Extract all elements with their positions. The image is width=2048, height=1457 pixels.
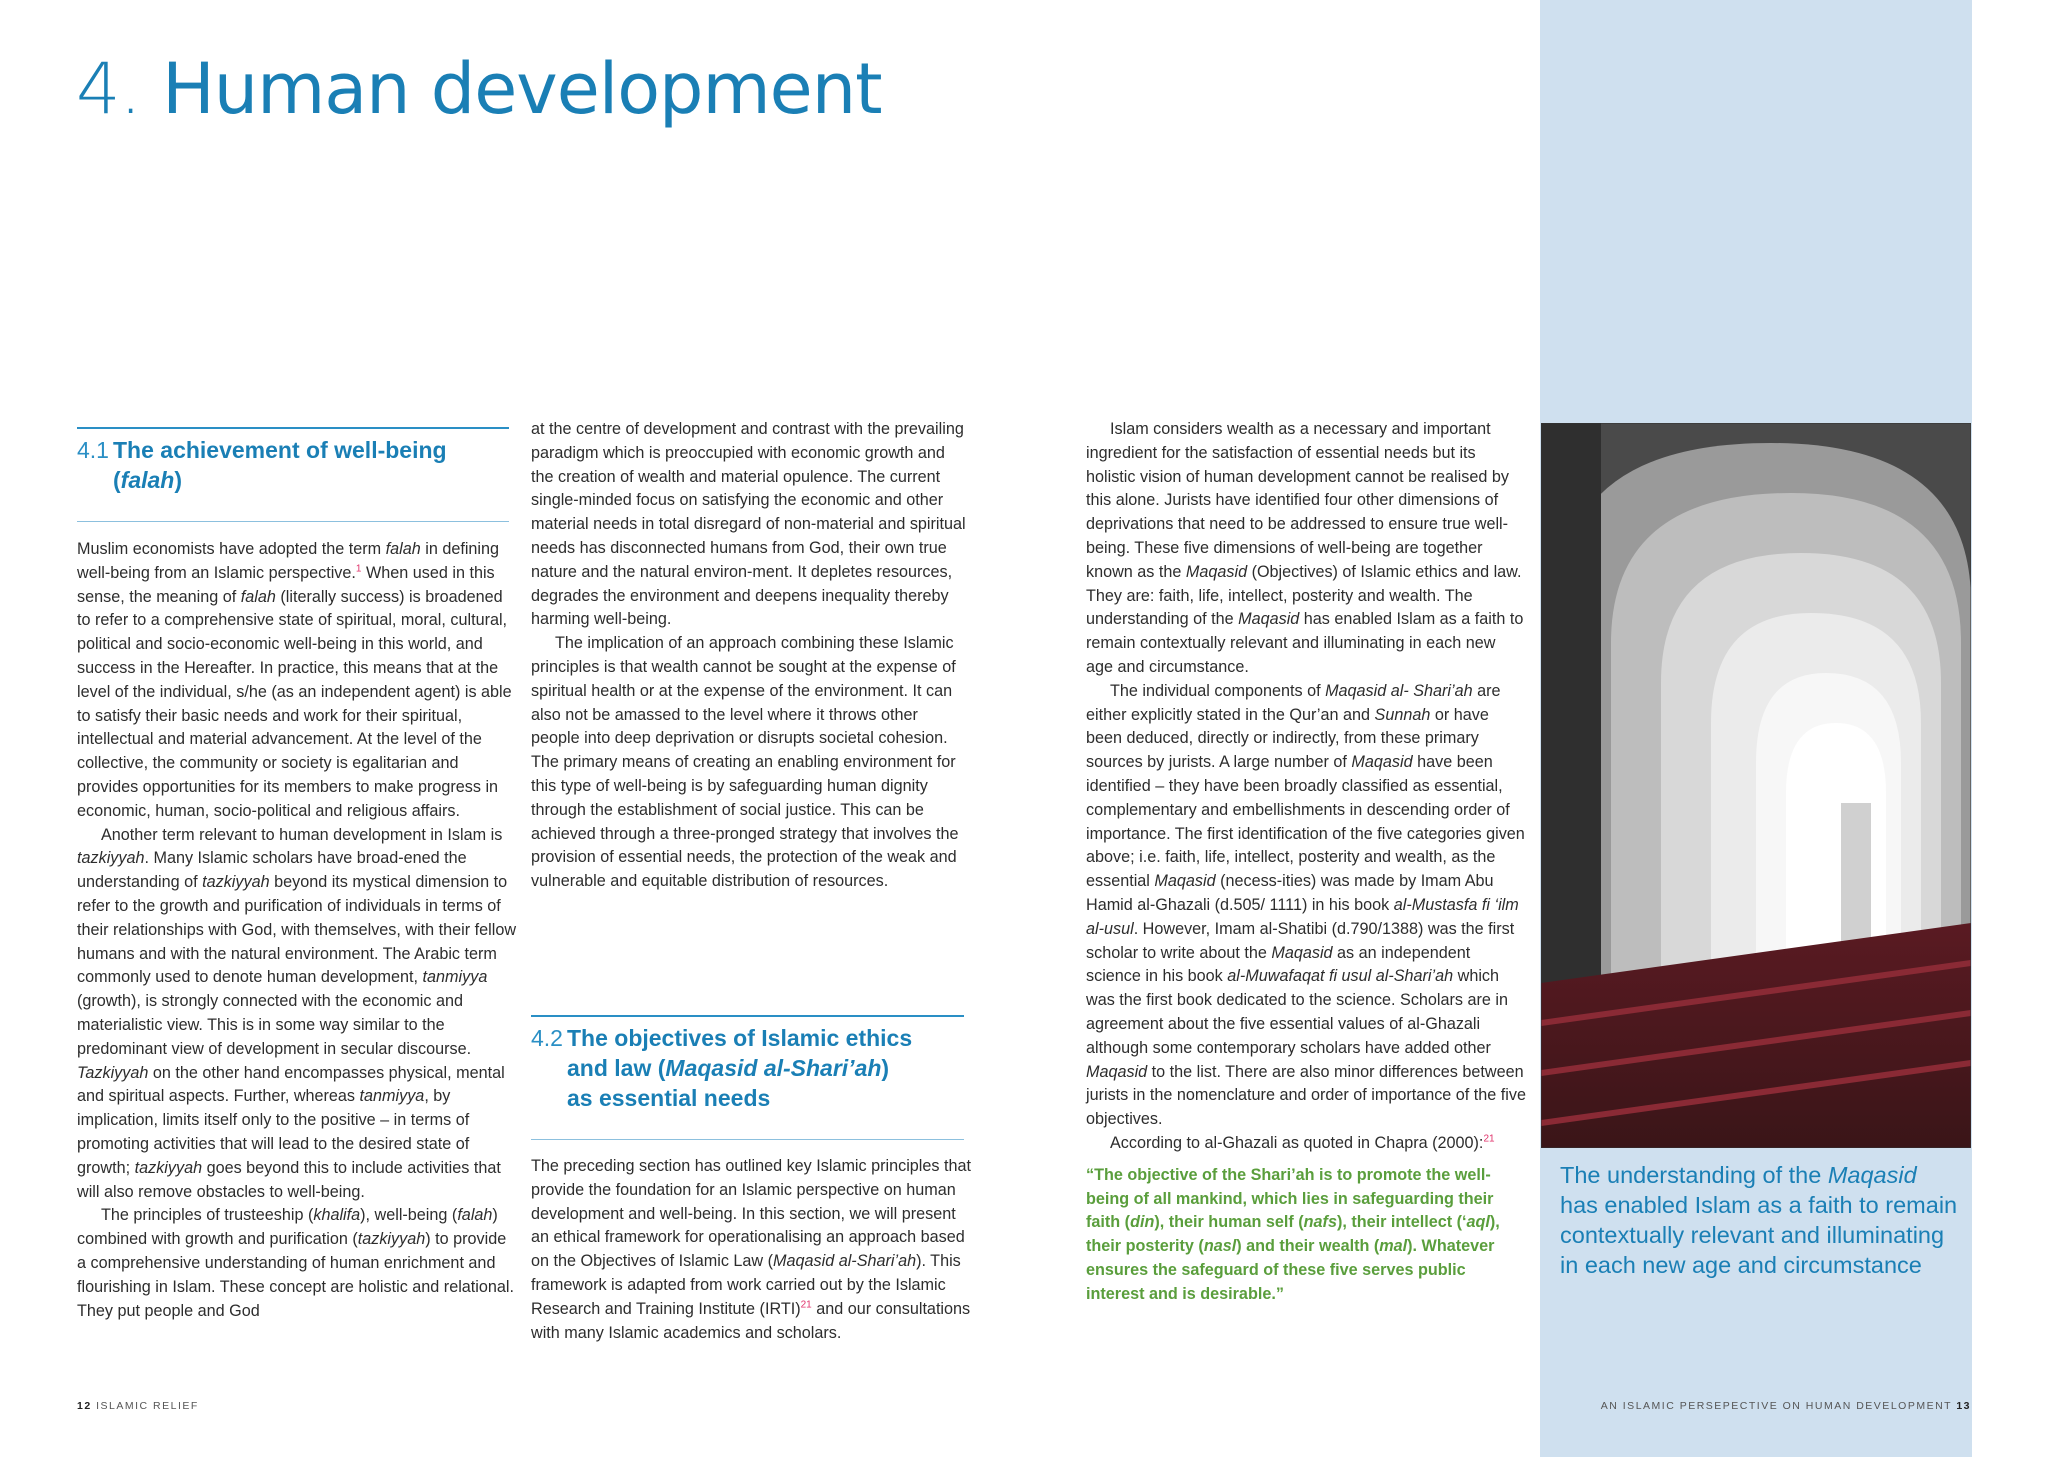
section-heading-4-1 [77, 427, 509, 522]
paragraph: The principles of trusteeship (khalifa), well-being (falah) combined with growth and purification (tazkiyyah) to provide a comprehensive understanding of human enrichment and flourishing in Islam. These concept are holistic and relational. They put people and God [77, 1206, 514, 1320]
column-2-body-lower [531, 1155, 971, 1345]
column-1-body [77, 538, 517, 1323]
column-2-body [531, 418, 971, 894]
footnote-ref[interactable]: 21 [800, 1299, 812, 1311]
section-heading-4-2 [531, 1015, 964, 1140]
chapter-number: 4. [76, 48, 141, 130]
footer-right: AN ISLAMIC PERSEPECTIVE ON HUMAN DEVELOPMENT 13 [1600, 1400, 1971, 1412]
chapter-title [76, 48, 882, 130]
footnote-ref[interactable]: 21 [1483, 1133, 1495, 1145]
paragraph: The individual components of Maqasid al- Shari’ah are either explicitly stated in the Qur’an and Sunnah or have been deduced, directly or indirectly, from these primary sources by jurists. A large number of Maqasid have been identified – they have been broadly classified as essential, complementary and embellishments in descending order of importance. The first identification of the five categories given above; i.e. faith, life, intellect, posterity and wealth, as the essential Maqasid (necess-ities) was made by Imam Abu Hamid al-Ghazali (d.505/ 1111) in his book al-Mustasfa fi ‘ilm al-usul. However, Imam al-Shatibi (d.790/1388) was the first scholar to write about the Maqasid as an independent science in his book al-Muwafaqat fi usul al-Shari’ah which was the first book dedicated to the science. Scholars are in agreement about the five essential values of al-Ghazali although some contemporary scholars have added other Maqasid to the list. There are also minor differences between jurists in the nomenclature and order of importance of the five objectives. [1086, 681, 1526, 1129]
paragraph: The preceding section has outlined key Islamic principles that provide the foundation for an Islamic perspective on human development and well-being. In this section, we will present an ethical framework for operationalising an approach based on the Objectives of Islamic Law (Maqasid al-Shari’ah). This framework is adapted from work carried out by the Islamic Research and Training Institute (IRTI)$^{21}$ and our consultations with many Islamic academics and scholars. [531, 1157, 971, 1342]
paragraph: at the centre of development and contrast with the prevailing paradigm which is preoccupied with economic growth and the creation of wealth and material opulence. The current single-minded focus on satisfying the economic and other material needs in total disregard of non-material and spiritual needs has disconnected humans from God, their own true nature and the natural environ-ment. It depletes resources, degrades the environment and deepens inequality thereby harming well-being. [531, 420, 966, 629]
page-number: 12 [77, 1400, 92, 1412]
paragraph: Islam considers wealth as a necessary and important ingredient for the satisfaction of essential needs but its holistic vision of human development cannot be realised by this alone. Jurists have identified four other dimensions of deprivations that need to be addressed to ensure true well-being. These five dimensions of well-being are together known as the Maqasid (Objectives) of Islamic ethics and law. They are: faith, life, intellect, posterity and wealth. The understanding of the Maqasid has enabled Islam as a faith to remain contextually relevant and illuminating in each new age and circumstance. [1086, 420, 1524, 676]
page-number: 13 [1956, 1400, 1971, 1412]
pull-quote-caption: The understanding of the Maqasid has enabled Islam as a faith to remain contextually relevant and illuminating in each new age and circumstance [1560, 1162, 1958, 1278]
paragraph: The implication of an approach combining these Islamic principles is that wealth cannot be sought at the expense of spiritual health or at the expense of the environment. It can also not be amassed to the level where it throws other people into deep deprivation or disrupts societal cohesion. The primary means of creating an enabling environment for this type of well-being is by safeguarding human dignity through the establishment of social justice. This can be achieved through a three-pronged strategy that involves the provision of essential needs, the protection of the weak and vulnerable and equitable distribution of resources. [531, 634, 959, 891]
section-number: 4.2 [531, 1025, 563, 1051]
paragraph: Another term relevant to human development in Islam is tazkiyyah. Many Islamic scholars have broad-ened the understanding of tazkiyyah beyond its mystical dimension to refer to the growth and purification of individuals in terms of their relationships with God, with themselves, with their fellow humans and with the natural environment. The Arabic term commonly used to denote human development, tanmiyya (growth), is strongly connected with the economic and materialistic view. This is in some way similar to the predominant view of development in secular discourse. Tazkiyyah on the other hand encompasses physical, mental and spiritual aspects. Further, whereas tanmiyya, by implication, limits itself only to the positive – in terms of promoting activities that will lead to the desired state of growth; tazkiyyah goes beyond this to include activities that will also remove obstacles to well-being. [77, 825, 517, 1201]
footer-left: 12 ISLAMIC RELIEF [77, 1400, 199, 1412]
section-number: 4.1 [77, 437, 109, 463]
mosque-arches-photo [1541, 423, 1971, 1148]
pull-quote: “The objective of the Shari’ah is to promote the well-being of all mankind, which lies in safeguarding their faith (din), their human self (nafs), their intellect (‘aql), their posterity (nasl) and their wealth (mal). Whatever ensures the safeguard of these five serves public interest and is desirable.” [1086, 1165, 1500, 1303]
chapter-title-text: Human development [162, 48, 882, 130]
paragraph: According to al-Ghazali as quoted in Chapra (2000):$^{21}$ [1110, 1133, 1495, 1152]
section-title: The objectives of Islamic ethics and law (Maqasid al-Shari’ah) as essential needs [567, 1025, 913, 1111]
paragraph: Muslim economists have adopted the term falah in defining well-being from an Islamic perspective.$^1$ When used in this sense, the meaning of falah (literally success) is broadened to refer to a comprehensive state of spiritual, moral, cultural, political and socio-economic well-being in this world, and success in the Hereafter. In practice, this means that at the level of the individual, s/he (as an independent agent) is able to satisfy their basic needs and work for their spiritual, intellectual and material advancement. At the level of the collective, the community or society is egalitarian and provides opportunities for its members to make progress in economic, human, socio-political and religious affairs. [77, 540, 512, 820]
column-3-body [1086, 418, 1526, 1306]
footnote-ref[interactable]: 1 [355, 563, 362, 575]
section-title: The achievement of well-being (falah) [113, 437, 447, 493]
